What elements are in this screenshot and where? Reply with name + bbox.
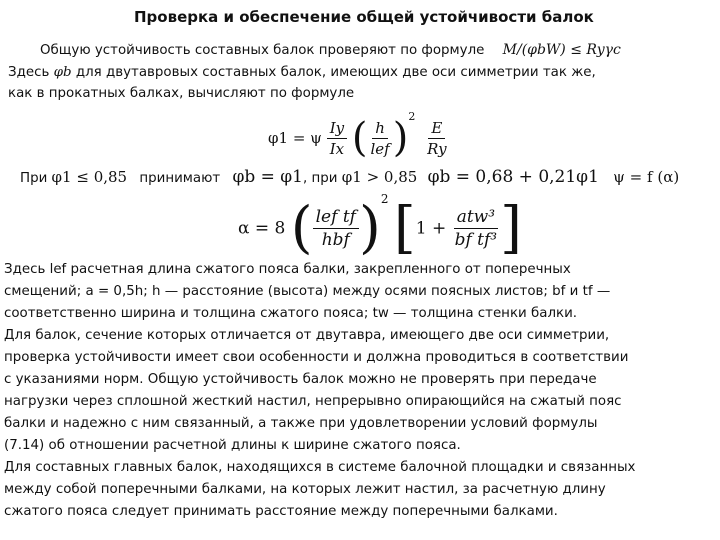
intro-text-2: для двутавровых составных балок, имеющих две оси симметрии так же, (75, 65, 596, 80)
intro-line-3: как в прокатных балках, вычисляют по формуле (8, 86, 355, 101)
intro-text: Общую устойчивость составных балок проверяют по формуле (40, 43, 485, 58)
intro-line-2 (8, 63, 596, 83)
body-line-12: сжатого пояса следует принимать расстояние между поперечными балками. (4, 504, 558, 519)
body-line-10: Для составных главных балок, находящихся в системе балочной площадки и связанных (4, 460, 636, 475)
body-line-1: Здесь lef расчетная длина сжатого пояса балки, закрепленного от поперечных (4, 262, 571, 277)
here-label: Здесь (8, 65, 50, 80)
condition-1: φ1 ≤ 0,85 (51, 168, 128, 186)
formula-phi1: φ1 = ψ $\frac{Iy}{Ix}$ ( $\frac{h}{\text{lef}}$ )$^2$ $\frac{E}{Ry}$ (268, 110, 450, 158)
body-line-5: проверка устойчивости имеет свои особенности и должна проводиться в соответствии (4, 350, 629, 365)
formula-alpha-lhs: α = 8 (238, 218, 286, 239)
equation-3: ψ = f (α) (613, 168, 680, 186)
body-line-11: между собой поперечными балками, на которых лежит настил, за расчетную длину (4, 482, 606, 497)
body-line-9: (7.14) об отношении расчетной длины к ширине сжатого пояса. (4, 438, 461, 453)
body-line-7: нагрузки через сплошной жесткий настил, непрерывно опирающийся на сжатый пояс (4, 394, 622, 409)
body-line-4: Для балок, сечение которых отличается от двутавра, имеющего две оси симметрии, (4, 328, 610, 343)
formula-alpha: α = 8 ( $\frac{\text{lef tf}}{\text{hbf}}$ )$^2$ [1 + $\frac{\text{atw³}}{\text{bf tf³}}$ ] (238, 192, 522, 261)
formula-alpha-frac1: $\frac{\text{lef tf}}{\text{hbf}}$ (313, 207, 359, 250)
formula-phi1-power: 2 (408, 110, 416, 123)
formula-alpha-frac2: $\frac{\text{atw³}}{\text{bf tf³}}$ (454, 207, 498, 250)
body-line-6: с указаниями норм. Общую устойчивость балок можно не проверять при передаче (4, 372, 597, 387)
condition-2: φ1 > 0,85 (341, 168, 418, 186)
body-line-2: смещений; a = 0,5h; h — расстояние (высота) между осями поясных листов; bf и tf — (4, 284, 611, 299)
intro-line-1 (40, 40, 621, 61)
page-title: Проверка и обеспечение общей устойчивости балок (134, 8, 594, 26)
formula-phi1-frac3: $\frac{E}{Ry}$ (427, 118, 447, 158)
phi-b-symbol: φb (53, 65, 72, 80)
formula-phi1-frac2: $\frac{h}{\text{lef}}$ (370, 118, 390, 158)
conditions-line: При φ1 ≤ 0,85 принимают φb = φ1, при φ1 > 0,85 φb = 0,68 + 0,21φ1 ψ = f (α) (20, 167, 680, 187)
formula-alpha-power: 2 (380, 192, 389, 206)
body-line-3: соответственно ширина и толщина сжатого пояса; tw — толщина стенки балки. (4, 306, 578, 321)
stability-formula: M/(φbW) ≤ Ryγc (502, 42, 621, 58)
formula-phi1-frac1: $\frac{Iy}{Ix}$ (327, 119, 347, 158)
formula-phi1-lhs: φ1 = ψ (268, 129, 322, 147)
body-line-8: балки и надежно с ним связанный, а также при удовлетворении условий формулы (4, 416, 598, 431)
equation-2: φb = 0,68 + 0,21φ1 (427, 167, 599, 187)
equation-1: φb = φ1 (232, 167, 303, 187)
